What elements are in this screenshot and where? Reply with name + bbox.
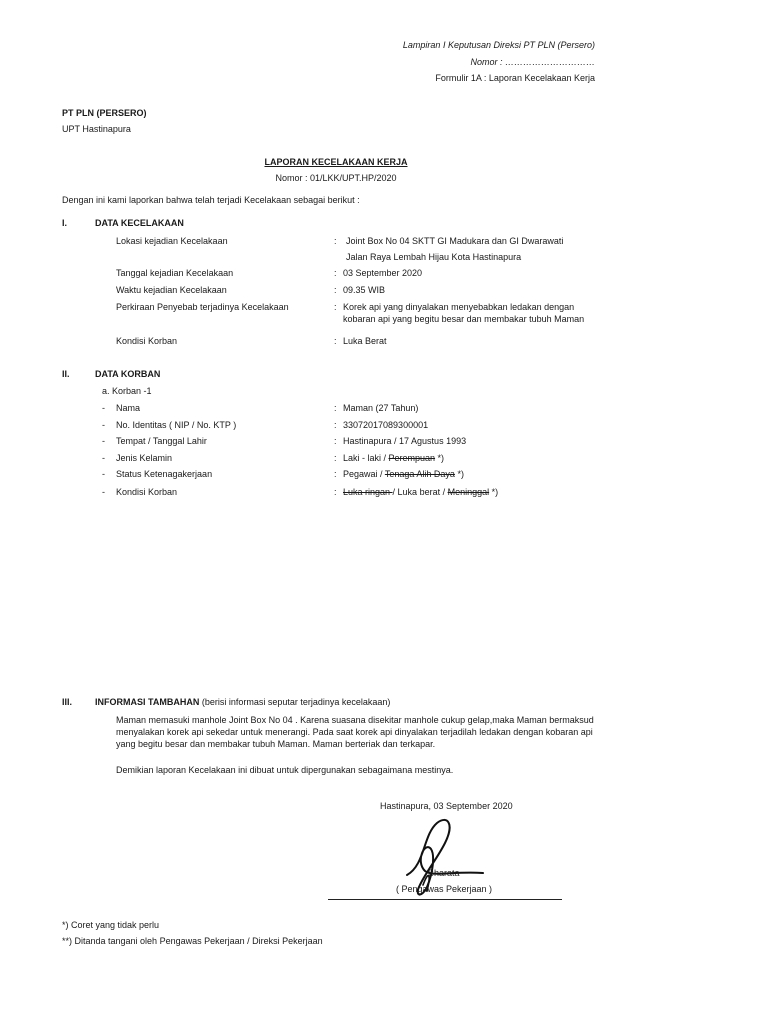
row-value: 33072017089300001	[343, 420, 429, 430]
section-1-row	[0, 236, 768, 248]
bullet-dash: -	[102, 487, 105, 497]
row-value: Luka Berat	[343, 336, 387, 346]
section-2-number: II.	[62, 369, 70, 379]
row-label: Nama	[116, 403, 141, 413]
bullet-dash: -	[102, 469, 105, 479]
value-option: / Luka berat /	[392, 487, 448, 497]
row-value: Korek api yang dinyalakan menyebabkan ledakan dengan	[343, 302, 575, 312]
row-label: Kondisi Korban	[116, 487, 178, 497]
colon: :	[334, 420, 337, 430]
value-footnote-mark: *)	[489, 487, 499, 497]
bullet-dash: -	[102, 436, 105, 446]
row-value: kobaran api yang begitu besar dan membakar tubuh Maman	[343, 314, 585, 324]
value-option-struck: Meninggal	[447, 487, 490, 497]
value-option: Pegawai /	[343, 469, 385, 479]
row-value	[343, 469, 464, 479]
header-form-label: Formulir 1A : Laporan Kecelakaan Kerja	[435, 73, 595, 83]
value-footnote-mark: *)	[454, 469, 464, 479]
row-value: Hastinapura / 17 Agustus 1993	[343, 436, 467, 446]
report-number: Nomor : 01/LKK/UPT.HP/2020	[275, 173, 397, 183]
colon: :	[334, 403, 337, 413]
row-value: Maman (27 Tahun)	[343, 403, 419, 413]
section-2-row	[0, 420, 768, 432]
header-line-1: Lampiran I Keputusan Direksi PT PLN (Persero)	[402, 40, 595, 50]
row-label: Tanggal kejadian Kecelakaan	[116, 268, 234, 278]
section-2-title: DATA KORBAN	[95, 369, 161, 379]
section-3-number: III.	[62, 697, 73, 707]
colon: :	[334, 236, 337, 246]
section-1-row	[0, 314, 768, 326]
signatory-role: ( Pengawas Pekerjaan )	[396, 884, 493, 894]
signature-line	[328, 899, 562, 900]
value-option-struck: Perempuan	[388, 453, 436, 463]
header-nomor: Nomor : …………………………	[470, 57, 595, 67]
row-label: Waktu kejadian Kecelakaan	[116, 285, 227, 295]
bullet-dash: -	[102, 403, 105, 413]
section-1-title: DATA KECELAKAAN	[95, 218, 184, 228]
value-option: Laki - laki /	[343, 453, 389, 463]
colon: :	[334, 487, 337, 497]
colon: :	[334, 336, 337, 346]
section-3-heading	[95, 697, 390, 707]
row-label: No. Identitas ( NIP / No. KTP )	[116, 420, 237, 430]
row-label: Tempat / Tanggal Lahir	[116, 436, 207, 446]
section-1-row	[0, 268, 768, 280]
colon: :	[334, 285, 337, 295]
victim-label: a. Korban -1	[102, 386, 152, 396]
section-1-row	[0, 285, 768, 297]
colon: :	[334, 268, 337, 278]
value-option-struck: Tenaga Alih Daya	[384, 469, 455, 479]
section-2-row	[0, 436, 768, 448]
section-2-row	[0, 403, 768, 415]
colon: :	[334, 436, 337, 446]
bullet-dash: -	[102, 453, 105, 463]
section-1-number: I.	[62, 218, 68, 228]
section-1-row	[0, 252, 768, 264]
row-label: Status Ketenagakerjaan	[116, 469, 213, 479]
bullet-dash: -	[102, 420, 105, 430]
company-unit: UPT Hastinapura	[62, 124, 131, 134]
row-label: Lokasi kejadian Kecelakaan	[116, 236, 228, 246]
row-label: Kondisi Korban	[116, 336, 178, 346]
value-footnote-mark: *)	[435, 453, 445, 463]
row-value	[343, 487, 498, 497]
colon: :	[334, 302, 337, 312]
row-label: Jenis Kelamin	[116, 453, 173, 463]
value-option-struck: Luka ringan	[343, 487, 393, 497]
report-intro: Dengan ini kami laporkan bahwa telah terjadi Kecelakaan sebagai berikut :	[62, 195, 360, 205]
section-2-row	[0, 469, 768, 481]
colon: :	[334, 469, 337, 479]
row-value: Joint Box No 04 SKTT GI Madukara dan GI Dwarawati	[346, 236, 564, 246]
company-name: PT PLN (PERSERO)	[62, 108, 147, 118]
row-value: Jalan Raya Lembah Hijau Kota Hastinapura	[346, 252, 522, 262]
section-2-row	[0, 487, 768, 499]
row-value: 09.35 WIB	[343, 285, 386, 295]
signature-place-date: Hastinapura, 03 September 2020	[380, 801, 513, 811]
section-1-row	[0, 336, 768, 348]
section-2-row	[0, 453, 768, 465]
report-title: LAPORAN KECELAKAAN KERJA	[264, 157, 408, 167]
section-3-title: INFORMASI TAMBAHAN	[95, 697, 200, 707]
row-value	[343, 453, 444, 463]
row-label: Perkiraan Penyebab terjadinya Kecelakaan	[116, 302, 289, 312]
section-3-subtitle: (berisi informasi seputar terjadinya kecelakaan)	[199, 697, 391, 707]
additional-info-paragraph: Maman memasuki manhole Joint Box No 04 . Karena suasana disekitar manhole cukup gelap,maka Maman bermaksud menyalakan korek api sekedar untuk menerangi. Pada saat korek api dinyalakan terjadilah ledakan dengan kobaran api yang begitu besar dan membakar tubuh Maman. Maman berteriak dan terkapar.	[116, 715, 594, 749]
footnote-1: *) Coret yang tidak perlu	[62, 920, 160, 930]
colon: :	[334, 453, 337, 463]
row-value: 03 September 2020	[343, 268, 423, 278]
footnote-2: **) Ditanda tangani oleh Pengawas Pekerjaan / Direksi Pekerjaan	[62, 936, 323, 946]
closing-statement: Demikian laporan Kecelakaan ini dibuat untuk dipergunakan sebagaimana mestinya.	[116, 765, 454, 775]
signatory-name: Bharata	[428, 868, 460, 878]
section-1-row	[0, 302, 768, 314]
